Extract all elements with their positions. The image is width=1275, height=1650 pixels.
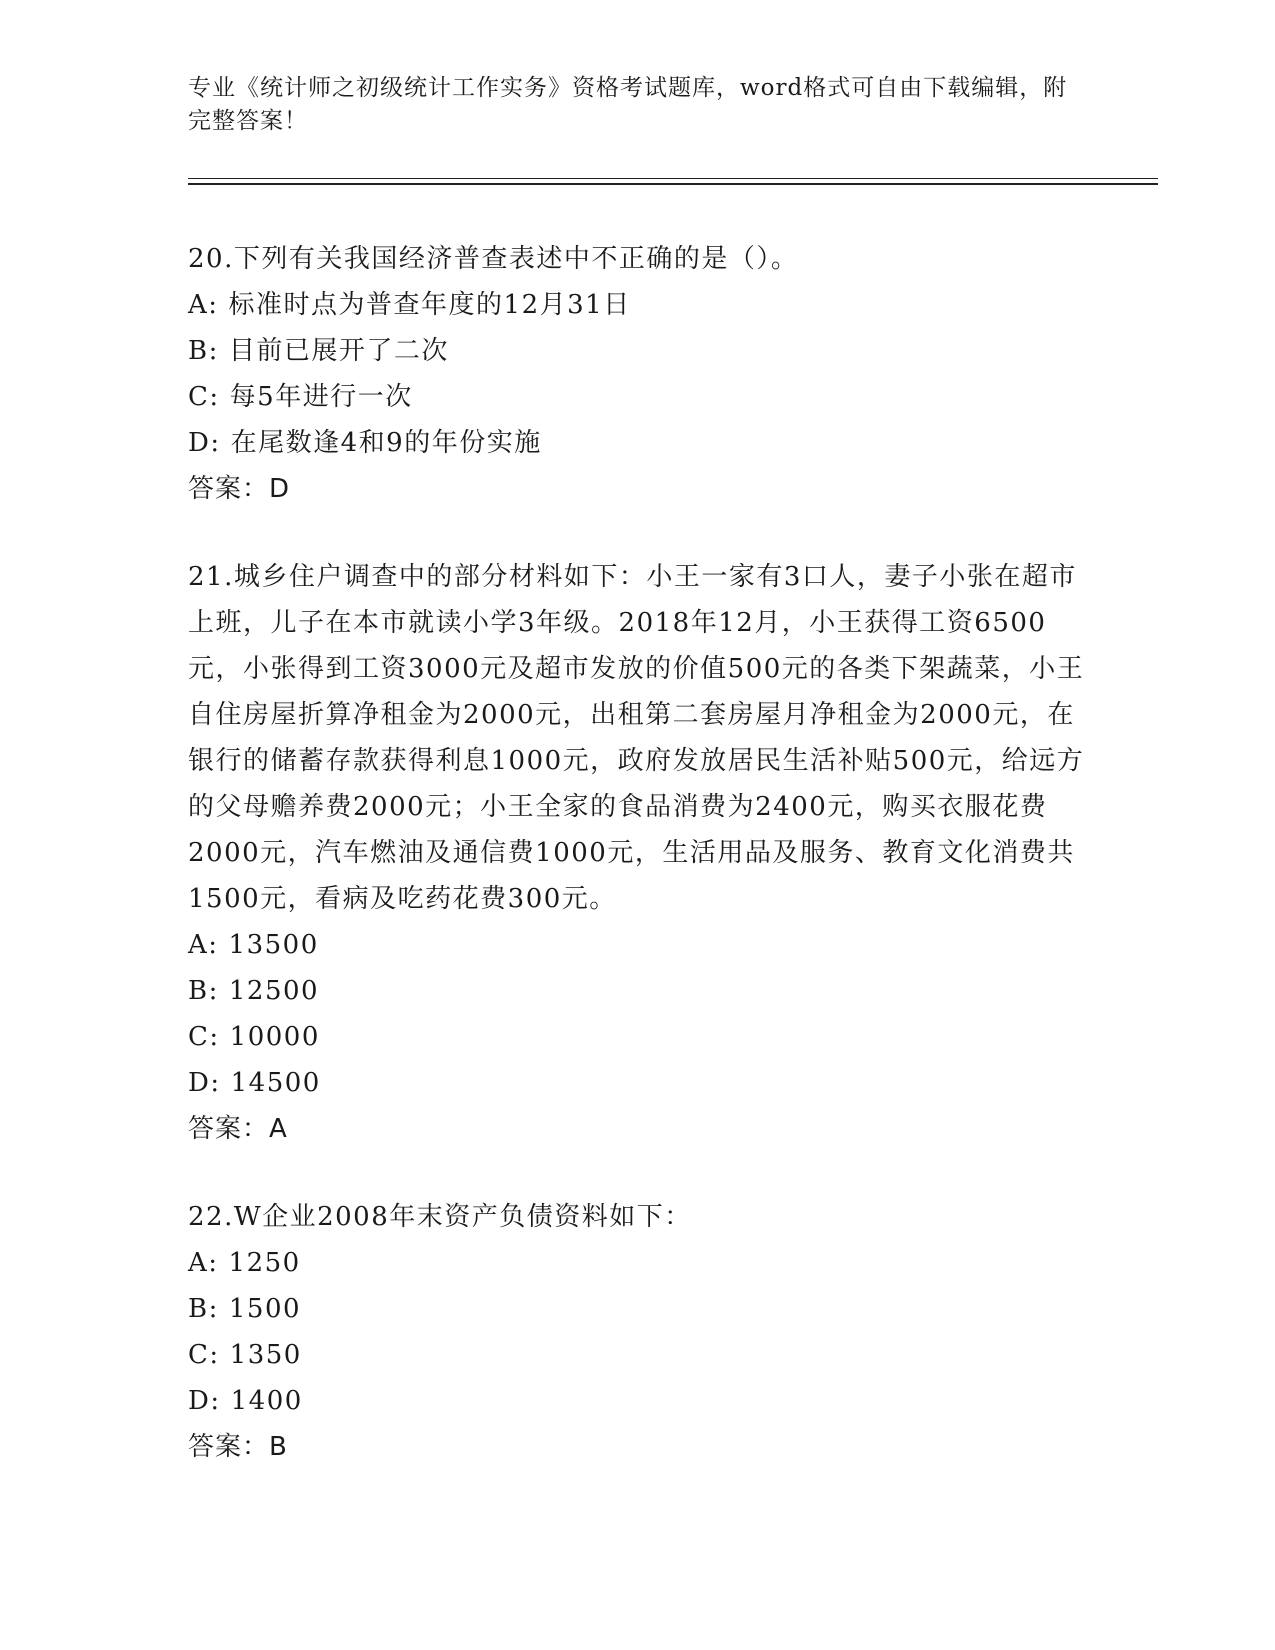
option-a: [188, 1240, 1088, 1286]
answer-line: 答案：B: [188, 1432, 288, 1462]
question-stem: 20.下列有关我国经济普查表述中不正确的是（）。: [188, 244, 799, 274]
question-list: [188, 236, 1088, 1512]
option-letter: C:: [188, 1340, 220, 1370]
option-text: 1500: [228, 1294, 302, 1324]
option-b: [188, 968, 1088, 1014]
option-c: [188, 1014, 1088, 1060]
option-b: [188, 328, 1088, 374]
option-a: [188, 282, 1088, 328]
question-21: [188, 554, 1088, 1152]
option-text: 12500: [228, 976, 320, 1006]
option-letter: A:: [188, 290, 219, 320]
option-letter: A:: [188, 930, 219, 960]
option-text: 1400: [230, 1386, 303, 1416]
option-d: [188, 1060, 1088, 1106]
option-d: [188, 420, 1088, 466]
option-letter: C:: [188, 382, 220, 412]
option-text: 目前已展开了二次: [228, 336, 449, 366]
question-22: [188, 1194, 1088, 1470]
option-letter: A:: [188, 1248, 219, 1278]
option-letter: D:: [188, 1386, 221, 1416]
option-a: [188, 922, 1088, 968]
header-rule-top: [188, 178, 1158, 179]
option-text: 13500: [228, 930, 319, 960]
header-text: 专业《统计师之初级统计工作实务》资格考试题库，word格式可自由下载编辑，附完整答案！: [188, 75, 1068, 134]
option-letter: B:: [188, 336, 219, 366]
answer-line: 答案：A: [188, 1114, 288, 1144]
option-text: 在尾数逢4和9的年份实施: [230, 428, 542, 458]
option-letter: B:: [188, 1294, 219, 1324]
option-letter: B:: [188, 976, 219, 1006]
option-text: 标准时点为普查年度的12月31日: [228, 290, 631, 320]
option-letter: C:: [188, 1022, 220, 1052]
option-text: 10000: [229, 1022, 320, 1052]
document-header: [188, 72, 1088, 138]
option-c: [188, 374, 1088, 420]
question-stem: 21.城乡住户调查中的部分材料如下：小王一家有3口人，妻子小张在超市上班，儿子在本市就读小学3年级。2018年12月，小王获得工资6500元，小张得到工资3000元及超市发放的价值500元的各类下架蔬菜，小王自住房屋折算净租金为2000元，出租第二套房屋月净租金为2000元，在银行的储蓄存款获得利息1000元，政府发放居民生活补贴500元，给远方的父母赡养费2000元；小王全家的食品消费为2400元，购买衣服花费2000元，汽车燃油及通信费1000元，生活用品及服务、教育文化消费共1500元，看病及吃药花费300元。: [188, 562, 1085, 914]
option-text: 14500: [230, 1068, 321, 1098]
answer-line: 答案：D: [188, 474, 291, 504]
question-stem: 22.W企业2008年末资产负债资料如下：: [188, 1202, 692, 1232]
question-20: [188, 236, 1088, 512]
option-d: [188, 1378, 1088, 1424]
option-text: 1250: [228, 1248, 301, 1278]
header-rule-bottom: [188, 183, 1158, 185]
option-text: 1350: [229, 1340, 302, 1370]
option-letter: D:: [188, 1068, 221, 1098]
option-text: 每5年进行一次: [229, 382, 413, 412]
option-letter: D:: [188, 428, 221, 458]
option-b: [188, 1286, 1088, 1332]
option-c: [188, 1332, 1088, 1378]
